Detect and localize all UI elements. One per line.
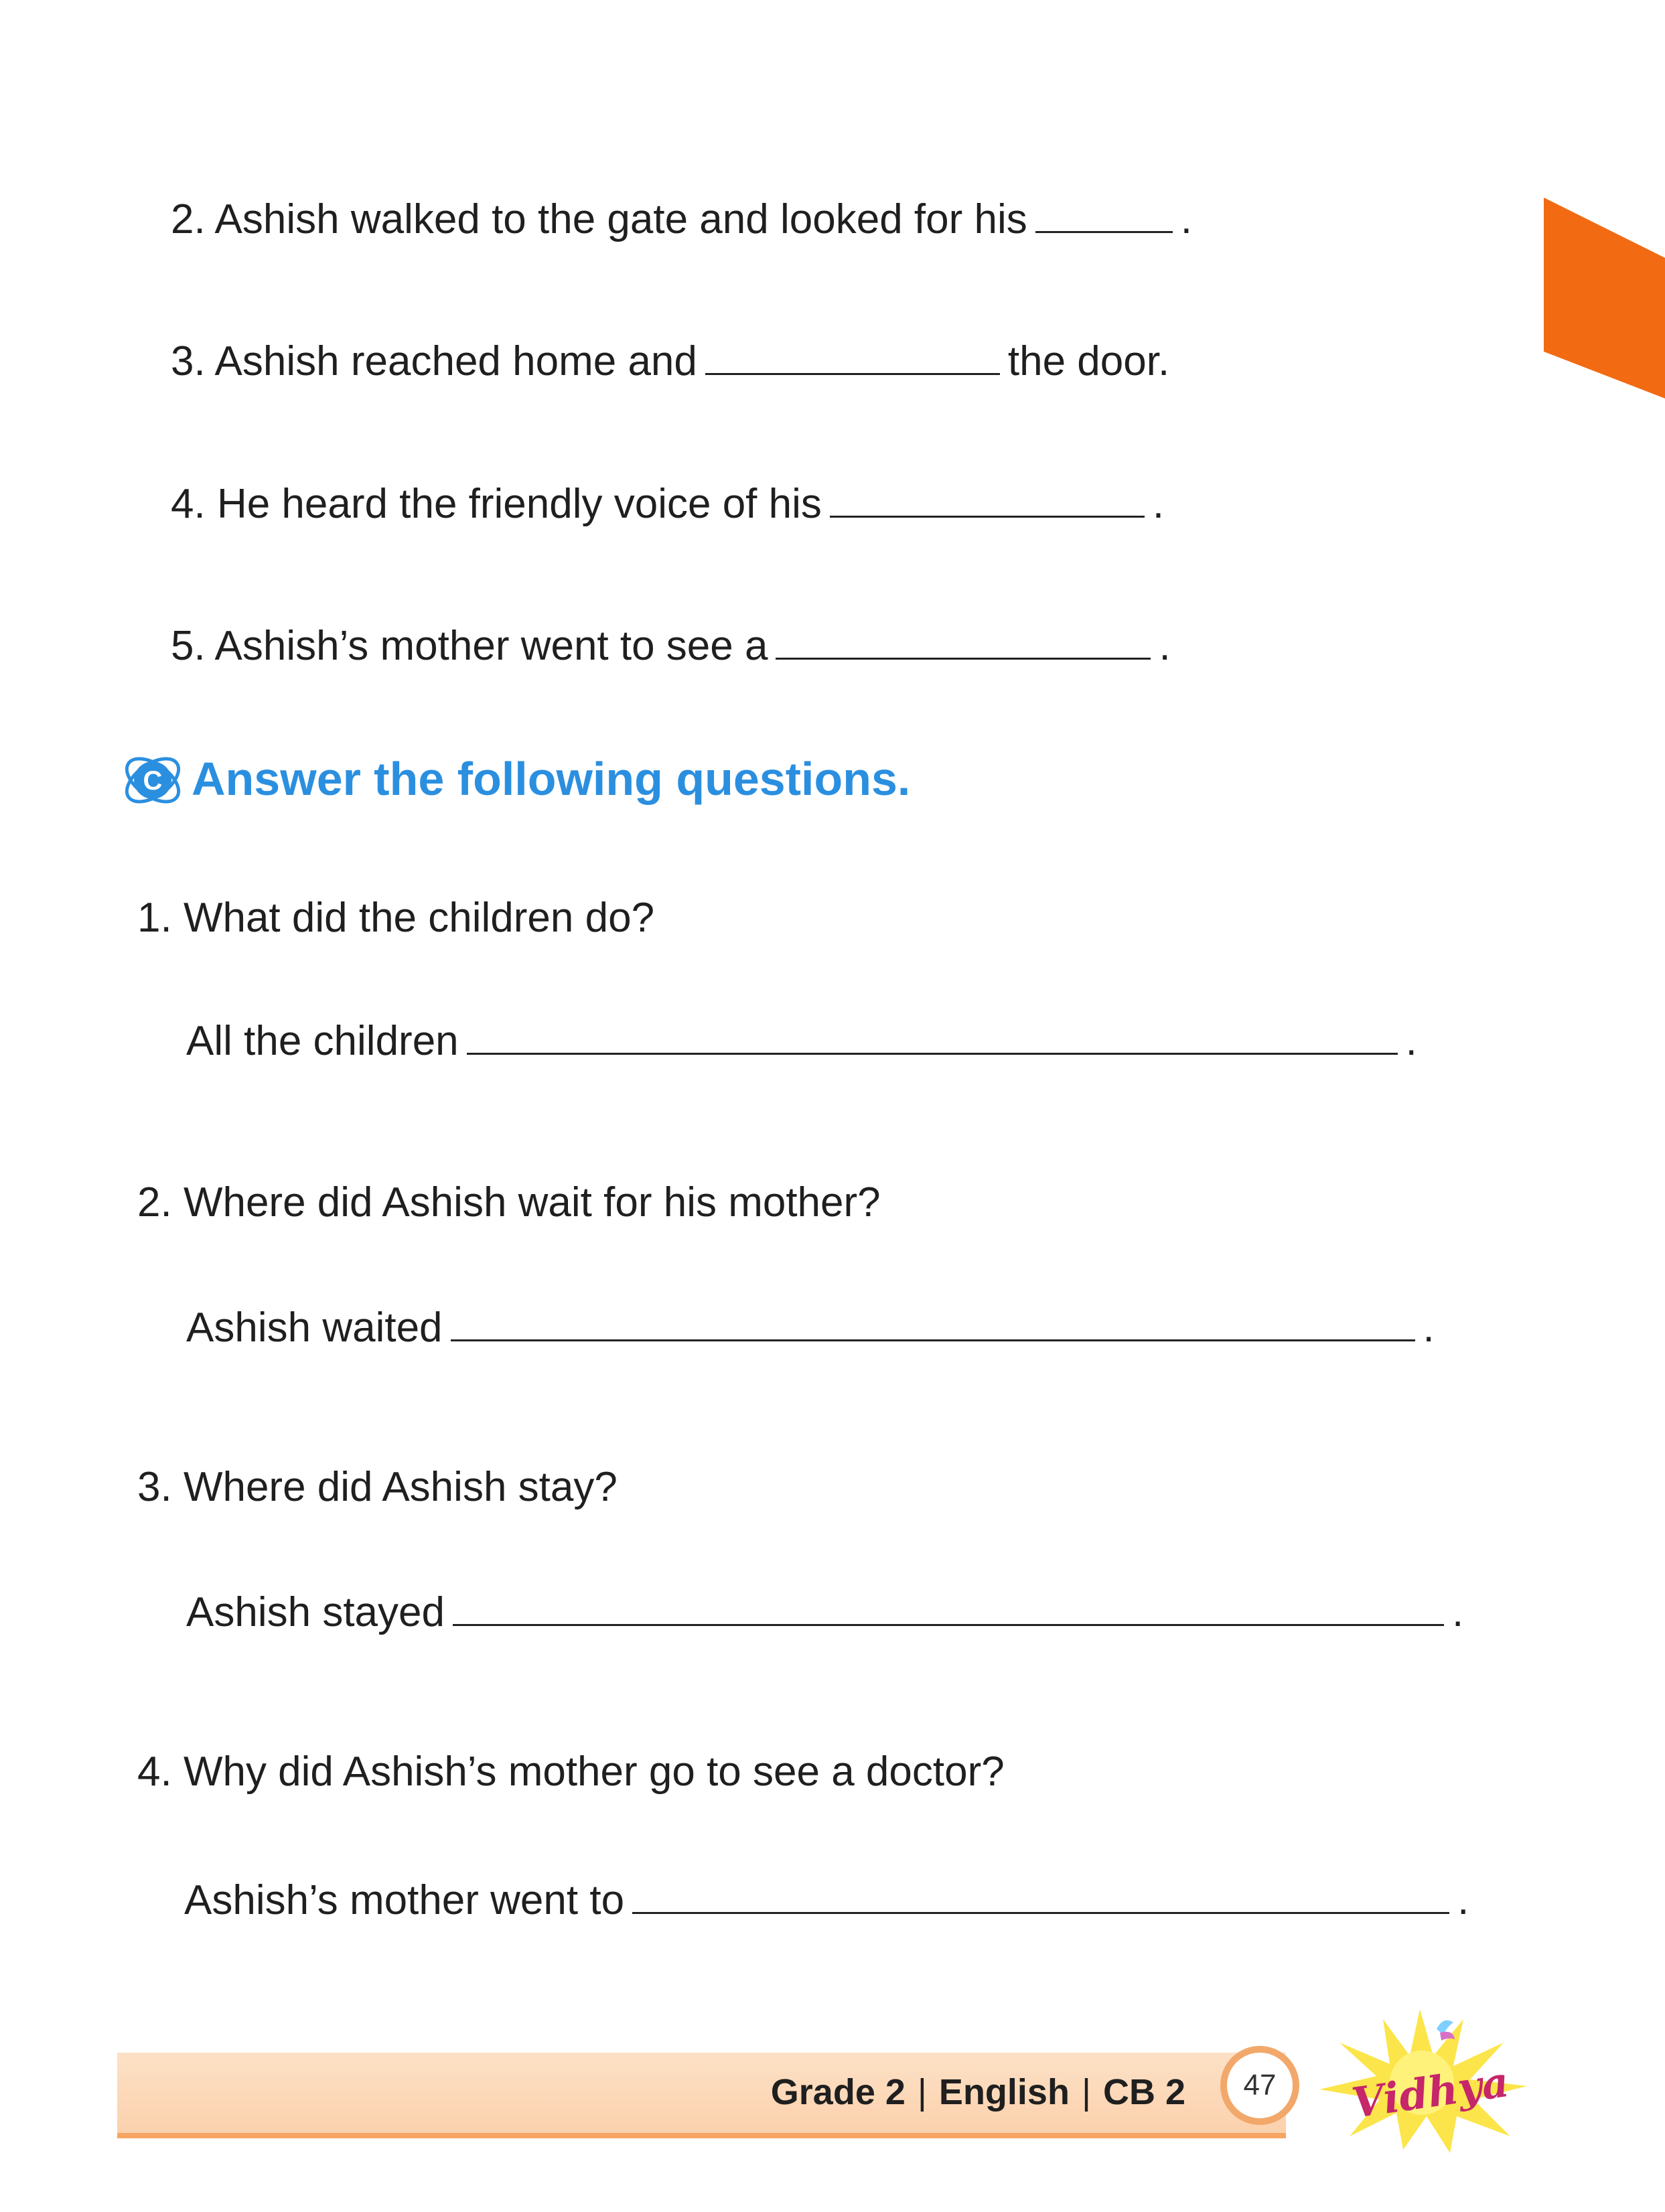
footer-separator: | [917,2072,927,2112]
answer-blank[interactable] [467,1019,1398,1055]
footer-info [771,2071,1185,2113]
question-number: 2. [137,1179,172,1226]
fill-blank-item-4 [171,482,1164,525]
logo-text: Vidhya [1349,2057,1512,2128]
item-number: 4. [171,481,206,527]
answer-blank[interactable] [453,1591,1444,1626]
question-number: 1. [137,895,172,941]
fill-blank-item-3 [171,340,1169,382]
footer-separator: | [1081,2072,1091,2112]
fill-blank-item-5 [171,624,1171,667]
item-text: He heard the friendly voice of his [216,481,822,527]
item-text: Ashish walked to the gate and looked for his [214,196,1027,242]
answer-end: . [1452,1589,1464,1635]
item-text: Ashish’s mother went to see a [214,623,768,669]
answer-blank[interactable] [776,624,1151,660]
section-title: Answer the following questions. [192,753,911,805]
section-c-icon [121,747,185,811]
question-1 [137,897,654,939]
question-4 [137,1751,1005,1793]
answer-start: Ashish’s mother went to [184,1877,625,1923]
question-text: Where did Ashish wait for his mother? [183,1179,881,1226]
answer-start: Ashish stayed [186,1589,445,1635]
fill-blank-item-2 [171,198,1192,240]
answer-start: All the children [186,1018,459,1064]
answer-end: . [1423,1305,1435,1351]
item-end: . [1180,196,1192,242]
question-3 [137,1464,618,1510]
answer-start: Ashish waited [186,1305,443,1351]
answer-end: . [1457,1877,1469,1923]
question-number: 4. [137,1749,172,1795]
footer-subject: English [938,2072,1070,2112]
question-number: 3. [137,1464,172,1510]
question-text: Why did Ashish’s mother go to see a doctor? [183,1749,1005,1795]
answer-blank[interactable] [632,1878,1449,1914]
item-end: the door. [1007,338,1170,384]
item-number: 5. [171,623,206,669]
answer-blank[interactable] [830,482,1145,518]
footer-book: CB 2 [1102,2072,1185,2112]
answer-line-3 [186,1591,1463,1633]
page-number: 47 [1220,2046,1299,2125]
question-text: Where did Ashish stay? [183,1464,618,1510]
question-2 [137,1179,881,1226]
answer-blank[interactable] [451,1306,1415,1341]
answer-end: . [1405,1018,1417,1064]
section-letter: C [143,766,163,796]
answer-blank[interactable] [705,340,1000,375]
item-end: . [1159,623,1171,669]
footer-bar [117,2053,1286,2138]
corner-tab-decoration [1544,198,1665,398]
item-number: 3. [171,338,206,384]
question-text: What did the children do? [183,895,655,941]
footer-grade: Grade 2 [770,2072,906,2112]
item-text: Ashish reached home and [214,338,697,384]
answer-line-4 [184,1878,1469,1921]
section-heading [121,742,910,816]
item-end: . [1152,481,1165,527]
item-number: 2. [171,196,206,242]
answer-blank[interactable] [1035,198,1173,233]
answer-line-1 [186,1019,1417,1062]
answer-line-2 [186,1306,1435,1349]
